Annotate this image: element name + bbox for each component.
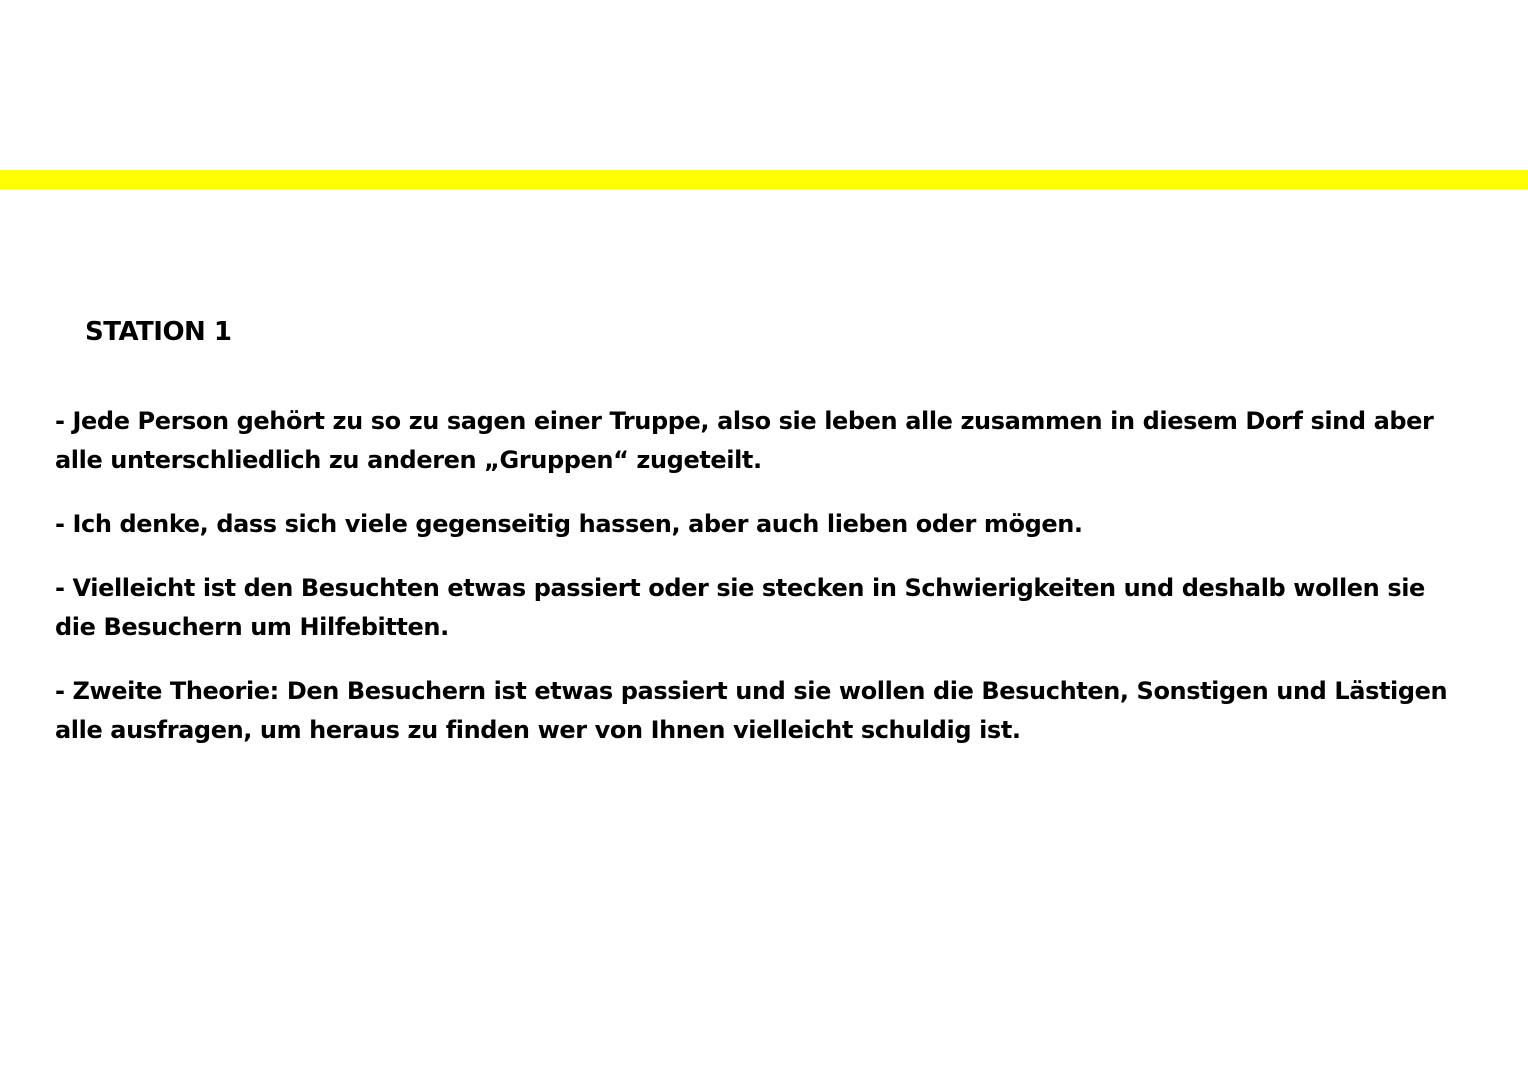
- notes-list: [55, 402, 1455, 775]
- note-item: - Vielleicht ist den Besuchten etwas passiert oder sie stecken in Schwierigkeiten und deshalb wollen sie die Besuchern um Hilfebitten.: [55, 574, 1425, 641]
- accent-bar: [0, 170, 1528, 189]
- note-item: - Zweite Theorie: Den Besuchern ist etwas passiert und sie wollen die Besuchten, Sonstigen und Lästigen alle ausfragen, um heraus zu finden wer von Ihnen vielleicht schuldig ist.: [55, 677, 1448, 744]
- station-heading: STATION 1: [85, 317, 232, 347]
- note-item: - Jede Person gehört zu so zu sagen einer Truppe, also sie leben alle zusammen in diesem Dorf sind aber alle unterschliedlich zu anderen „Gruppen“ zugeteilt.: [55, 407, 1434, 474]
- note-item: - Ich denke, dass sich viele gegenseitig hassen, aber auch lieben oder mögen.: [55, 510, 1083, 538]
